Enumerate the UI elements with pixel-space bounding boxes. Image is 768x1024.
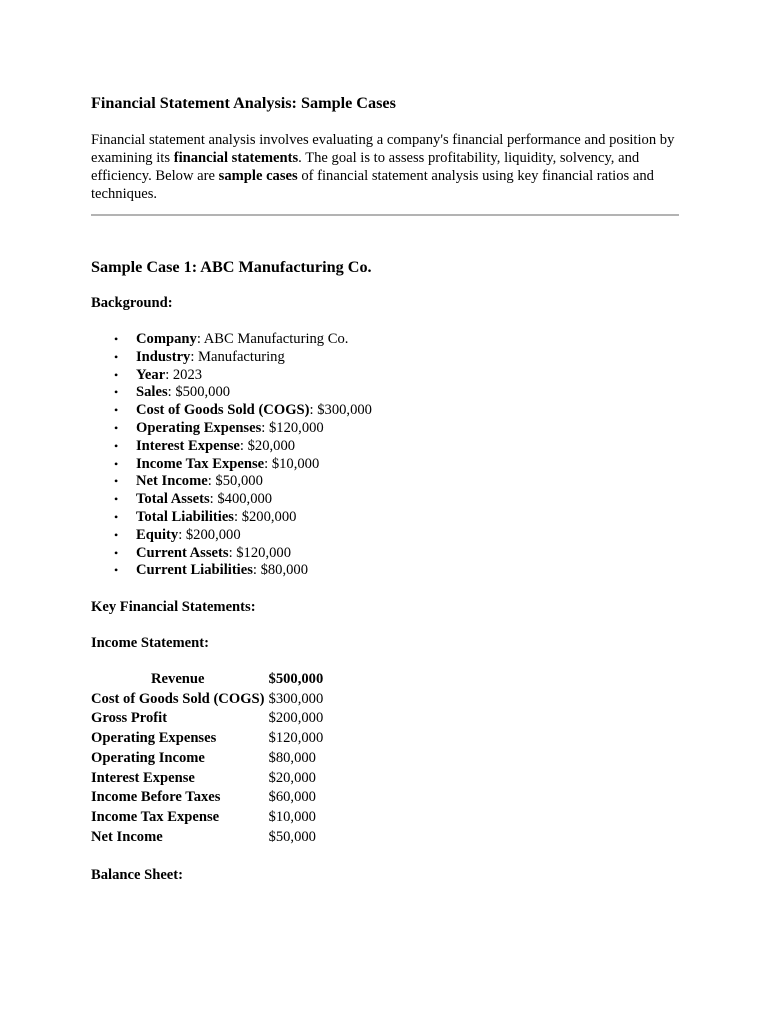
list-item [91,349,372,367]
fact-value: : $300,000 [309,402,372,419]
list-item [91,384,372,402]
list-item [91,456,372,474]
bullet-icon: • [114,563,119,578]
key-statements-label: Key Financial Statements: [91,599,256,615]
fact-value: : $500,000 [167,384,231,401]
bullet-icon: • [114,545,119,560]
fact-key: Equity [136,526,179,543]
fact-key: Operating Expenses [136,419,262,436]
bullet-icon: • [114,403,119,418]
row-label: Operating Income [91,749,205,766]
horizontal-divider [91,214,679,216]
table-row [89,690,325,710]
row-label: Interest Expense [91,769,195,786]
bullet-icon: • [114,438,119,453]
fact-key: Industry [136,348,191,365]
fact-key: Sales [136,384,168,401]
row-label: Cost of Goods Sold (COGS) [91,690,265,707]
fact-key: Current Assets [136,544,229,561]
table-row [89,729,325,749]
table-row [89,749,325,769]
balance-sheet-label: Balance Sheet: [91,867,184,883]
intro-text-2: . The goal is to assess profitability, liquidity, solvency, and efficiency. Below are [91,150,640,184]
table-row [89,808,325,828]
intro-paragraph [91,131,679,203]
background-label: Background: [91,295,173,311]
fact-key: Interest Expense [136,437,240,454]
bullet-icon: • [114,492,119,507]
row-value: $200,000 [268,710,324,727]
fact-key: Income Tax Expense [136,455,265,472]
row-label: Income Tax Expense [91,808,220,825]
table-row [89,769,325,789]
bullet-icon: • [114,474,119,489]
case-1-heading: Sample Case 1: ABC Manufacturing Co. [91,258,372,276]
list-item [91,331,372,349]
bullet-icon: • [114,527,119,542]
list-item [91,402,372,420]
table-header-row [89,670,325,690]
row-value: $50,000 [268,828,316,845]
list-item [91,420,372,438]
table-row [89,709,325,729]
row-value: $300,000 [268,690,324,707]
bullet-icon: • [114,367,119,382]
list-item [91,562,372,580]
row-label: Income Before Taxes [91,789,221,806]
row-label: Net Income [91,828,163,845]
row-label: Operating Expenses [91,730,217,747]
fact-key: Net Income [136,473,208,490]
fact-value: : $120,000 [228,544,291,561]
list-item [91,509,372,527]
list-item [91,367,372,385]
list-item [91,527,372,545]
fact-value: : 2023 [165,366,203,383]
fact-value: : $400,000 [209,491,273,508]
background-facts-list [91,331,372,580]
row-value: $80,000 [268,749,316,766]
intro-bold-2: sample cases [218,168,298,184]
intro-text-1: Financial statement analysis involves evaluating a company's financial performance and position by examining its [91,132,675,166]
fact-value: : $200,000 [178,526,241,543]
row-label: Gross Profit [91,710,168,727]
fact-key: Cost of Goods Sold (COGS) [136,402,310,419]
fact-key: Company [136,331,197,347]
fact-key: Total Assets [136,491,210,508]
bullet-icon: • [114,456,119,471]
list-item [91,491,372,509]
fact-value: : ABC Manufacturing Co. [196,331,349,347]
fact-value: : $10,000 [264,455,320,472]
fact-value: : $20,000 [239,437,296,454]
list-item [91,473,372,491]
income-statement-table [89,670,325,847]
row-value: $10,000 [268,808,316,825]
income-statement-label: Income Statement: [91,635,209,651]
intro-bold-1: financial statements [173,150,299,166]
table-row [89,788,325,808]
header-revenue-value: $500,000 [268,671,324,687]
list-item [91,438,372,456]
page-title: Financial Statement Analysis: Sample Cases [91,94,396,112]
bullet-icon: • [114,332,119,346]
bullet-icon: • [114,420,119,435]
table-row [89,828,325,848]
intro-text-3: of financial statement analysis using key financial ratios and techniques. [91,168,654,202]
bullet-icon: • [114,509,119,524]
bullet-icon: • [114,349,119,364]
fact-key: Year [136,366,166,383]
fact-key: Total Liabilities [136,508,234,525]
row-value: $120,000 [268,730,324,747]
fact-value: : $200,000 [234,508,297,525]
fact-key: Current Liabilities [136,562,253,579]
fact-value: : $50,000 [207,473,263,490]
row-value: $20,000 [268,769,316,786]
fact-value: : $80,000 [252,562,309,579]
fact-value: : $120,000 [261,419,324,436]
bullet-icon: • [114,385,119,400]
header-revenue-label: Revenue [151,671,205,687]
row-value: $60,000 [268,789,316,806]
fact-value: : Manufacturing [190,348,285,365]
list-item [91,545,372,563]
